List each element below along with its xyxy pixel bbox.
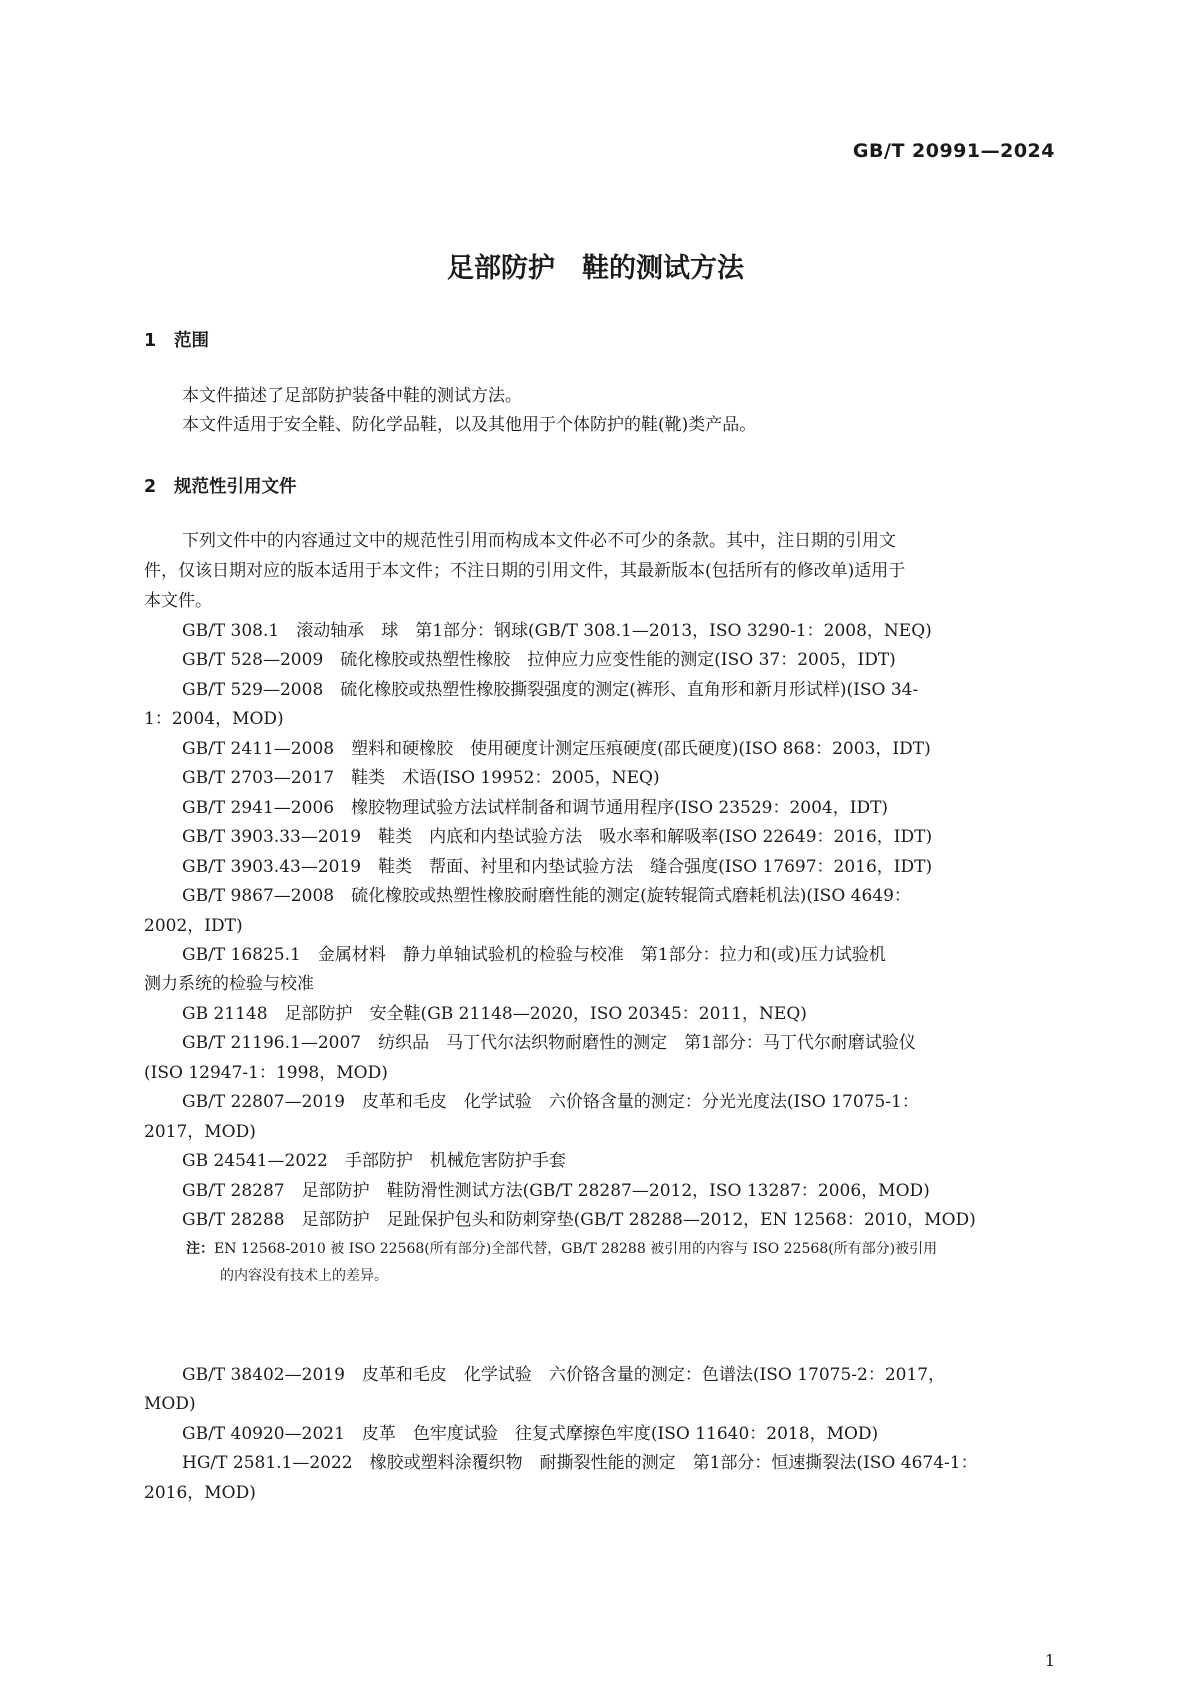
reference-line: 2017，MOD) [144,1122,256,1142]
intro-line: 件，仅该日期对应的版本适用于本文件；不注日期的引用文件，其最新版本(包括所有的修改单)适用于 [144,561,906,581]
intro-line: 本文件。 [144,591,212,611]
intro-line: 下列文件中的内容通过文中的规范性引用而构成本文件必不可少的条款。其中，注日期的引用文 [182,531,896,551]
reference-line: GB/T 16825.1 金属材料 静力单轴试验机的检验与校准 第1部分：拉力和(或)压力试验机 [182,945,886,965]
reference-note [186,1236,1062,1290]
reference-line: GB/T 2703—2017 鞋类 术语(ISO 19952：2005，NEQ) [182,768,660,788]
reference-line: GB/T 3903.43—2019 鞋类 帮面、衬里和内垫试验方法 缝合强度(ISO 17697：2016，IDT) [182,857,933,877]
reference-line: GB/T 2411—2008 塑料和硬橡胶 使用硬度计测定压痕硬度(邵氏硬度)(ISO 868：2003，IDT) [182,739,931,759]
section-2-number: 2 [144,477,157,497]
reference-line: GB/T 2941—2006 橡胶物理试验方法试样制备和调节通用程序(ISO 23529：2004，IDT) [182,798,889,818]
reference-line: GB/T 529—2008 硫化橡胶或热塑性橡胶撕裂强度的测定(裤形、直角形和新月形试样)(ISO 34- [182,680,919,700]
note-label: 注： [186,1241,214,1257]
reference-line: GB/T 308.1 滚动轴承 球 第1部分：钢球(GB/T 308.1—2013，ISO 3290-1：2008，NEQ) [182,621,932,641]
reference-line: GB/T 3903.33—2019 鞋类 内底和内垫试验方法 吸水率和解吸率(ISO 22649：2016，IDT) [182,827,933,847]
reference-line: GB/T 38402—2019 皮革和毛皮 化学试验 六价铬含量的测定：色谱法(ISO 17075-2：2017， [182,1365,946,1385]
section-1-title: 范围 [174,331,209,351]
note-text: EN 12568-2010 被 ISO 22568(所有部分)全部代替，GB/T 28288 被引用的内容与 ISO 22568(所有部分)被引用 [214,1241,938,1257]
section-1-number: 1 [144,331,157,351]
reference-line: GB/T 40920—2021 皮革 色牢度试验 往复式摩擦色牢度(ISO 11640：2018，MOD) [182,1424,879,1444]
reference-line: GB/T 28287 足部防护 鞋防滑性测试方法(GB/T 28287—2012，ISO 13287：2006，MOD) [182,1181,930,1201]
section-2-title: 规范性引用文件 [174,477,297,497]
reference-line: MOD) [144,1394,196,1414]
reference-line: (ISO 12947-1：1998，MOD) [144,1063,388,1083]
reference-line: GB 21148 足部防护 安全鞋(GB 21148—2020，ISO 20345：2011，NEQ) [182,1004,807,1024]
reference-line: GB/T 28288 足部防护 足趾保护包头和防刺穿垫(GB/T 28288—2012，EN 12568：2010，MOD) [182,1210,976,1230]
page-number: 1 [1044,1651,1055,1670]
reference-line: 1：2004，MOD) [144,709,284,729]
section-1-heading [144,327,209,352]
reference-line: GB/T 528—2009 硫化橡胶或热塑性橡胶 拉伸应力应变性能的测定(ISO 37：2005，IDT) [182,650,896,670]
note-text-continued: 的内容没有技术上的差异。 [220,1268,388,1284]
reference-line: GB/T 21196.1—2007 纺织品 马丁代尔法织物耐磨性的测定 第1部分：马丁代尔耐磨试验仪 [182,1033,916,1053]
document-title: 足部防护 鞋的测试方法 [447,253,744,284]
reference-line: 2016，MOD) [144,1483,256,1503]
standard-code: GB/T 20991—2024 [852,140,1055,162]
reference-line: 2002，IDT) [144,916,243,936]
section-2-heading [144,473,297,498]
paragraph: 本文件适用于安全鞋、防化学品鞋，以及其他用于个体防护的鞋(靴)类产品。 [182,415,757,435]
reference-line: 测力系统的检验与校准 [144,974,314,994]
reference-line: HG/T 2581.1—2022 橡胶或塑料涂覆织物 耐撕裂性能的测定 第1部分：恒速撕裂法(ISO 4674-1： [182,1453,978,1473]
paragraph: 本文件描述了足部防护装备中鞋的测试方法。 [182,386,522,406]
reference-line: GB/T 22807—2019 皮革和毛皮 化学试验 六价铬含量的测定：分光光度法(ISO 17075-1： [182,1092,919,1112]
reference-line: GB/T 9867—2008 硫化橡胶或热塑性橡胶耐磨性能的测定(旋转辊筒式磨耗机法)(ISO 4649： [182,886,911,906]
reference-line: GB 24541—2022 手部防护 机械危害防护手套 [182,1151,566,1171]
